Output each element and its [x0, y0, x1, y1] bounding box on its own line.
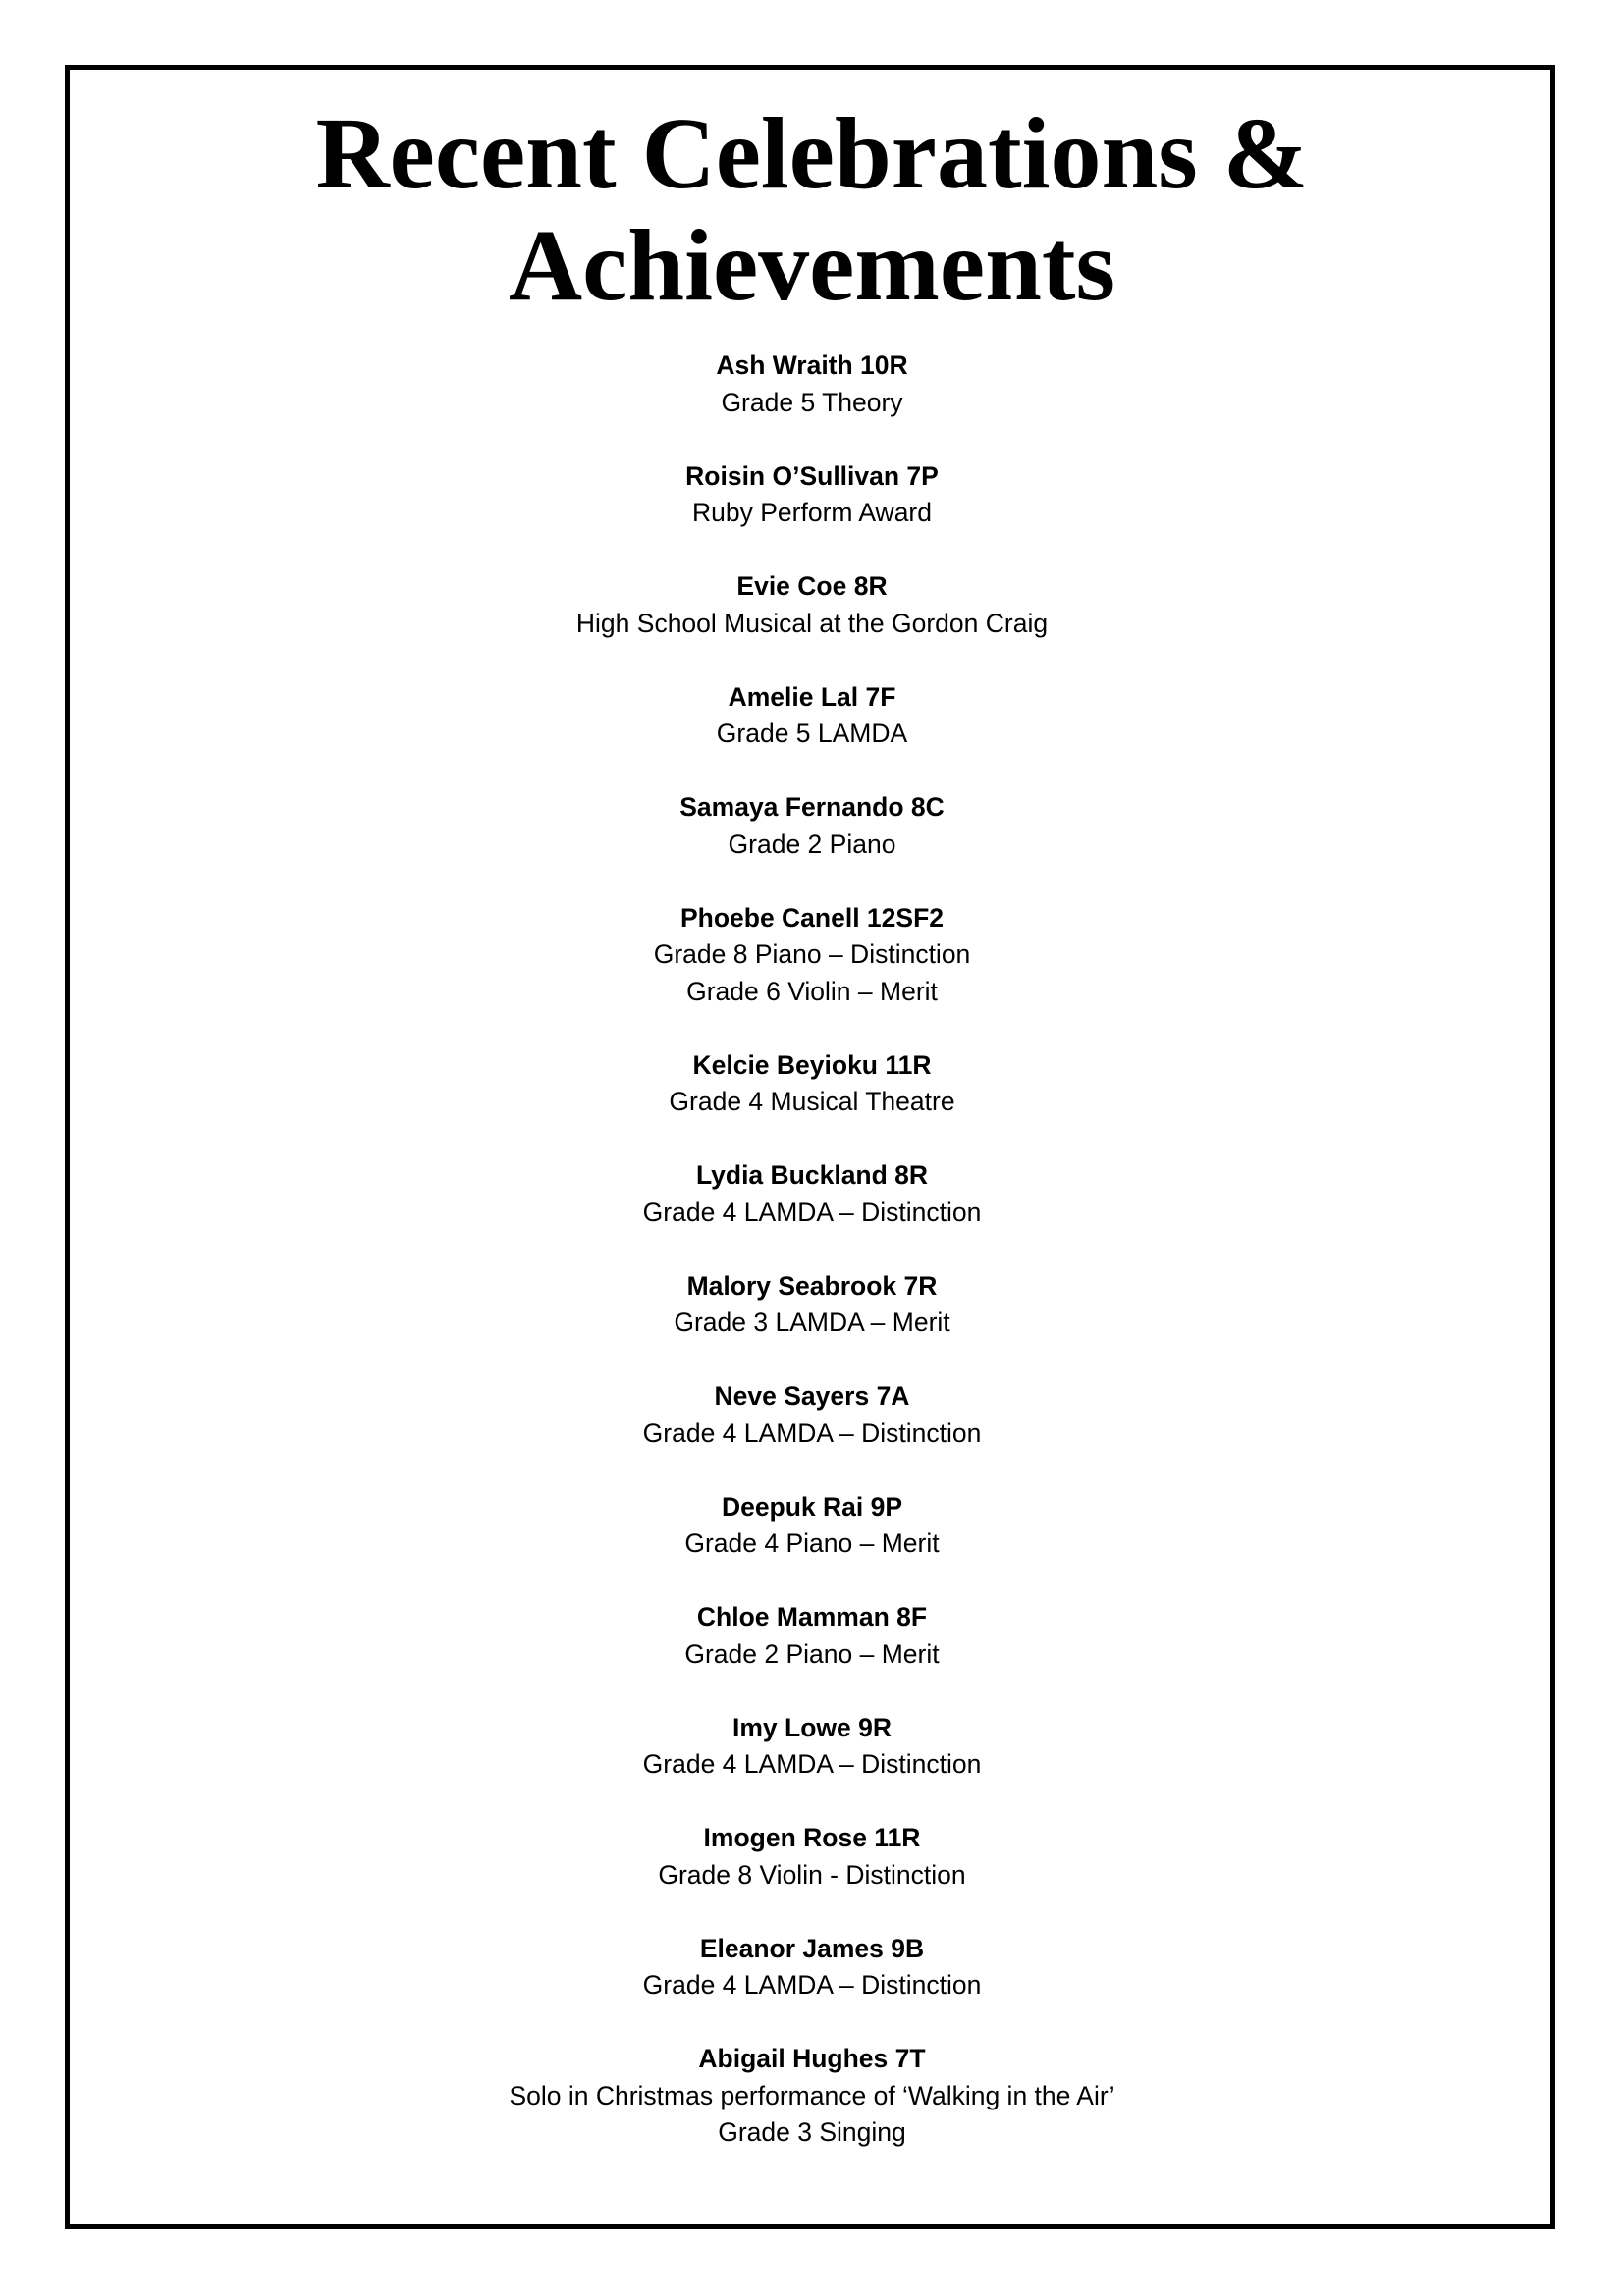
achievement-entry: [0, 458, 1624, 532]
achievement-detail: Grade 5 LAMDA: [716, 719, 908, 748]
achievement-detail: High School Musical at the Gordon Craig: [575, 608, 1049, 638]
student-name: Roisin O’Sullivan 7P: [685, 460, 939, 491]
achievement-entry: [0, 347, 1624, 421]
achievement-entry: [0, 1047, 1624, 1121]
student-name: Ash Wraith 10R: [716, 350, 908, 380]
student-name: Phoebe Canell 12SF2: [679, 902, 945, 933]
achievement-detail: Grade 3 LAMDA – Merit: [674, 1308, 950, 1337]
student-name: Abigail Hughes 7T: [698, 2044, 926, 2073]
achievement-detail: Grade 2 Piano: [728, 828, 896, 859]
achievement-detail: Grade 3 Singing: [718, 2117, 906, 2147]
achievement-detail: Solo in Christmas performance of ‘Walking in the Air’: [509, 2080, 1115, 2110]
achievement-detail: Grade 8 Violin - Distinction: [658, 1859, 966, 1890]
achievement-entry: [0, 900, 1624, 1011]
achievement-list: [0, 347, 1624, 2188]
achievement-entry: [0, 1489, 1624, 1563]
title-line-1: Recent Celebrations &: [315, 97, 1309, 210]
page-title: [0, 98, 1624, 322]
student-name: Kelcie Beyioku 11R: [692, 1049, 932, 1080]
achievement-entry: [0, 679, 1624, 753]
achievement-detail: Grade 4 Musical Theatre: [669, 1087, 955, 1116]
achievement-detail: Grade 5 Theory: [721, 387, 903, 417]
achievement-entry: [0, 1931, 1624, 2004]
achievement-entry: [0, 1378, 1624, 1452]
achievement-entry: [0, 1157, 1624, 1231]
student-name: Malory Seabrook 7R: [686, 1270, 938, 1301]
achievement-entry: [0, 568, 1624, 642]
achievement-entry: [0, 1820, 1624, 1894]
achievement-entry: [0, 2041, 1624, 2152]
achievement-detail: Grade 4 LAMDA – Distinction: [642, 1417, 982, 1448]
achievement-detail: Grade 2 Piano – Merit: [684, 1638, 940, 1669]
title-line-2: Achievements: [508, 209, 1116, 322]
student-name: Imogen Rose 11R: [703, 1823, 921, 1852]
achievement-detail: Grade 6 Violin – Merit: [686, 976, 938, 1006]
student-name: Deepuk Rai 9P: [721, 1491, 903, 1522]
achievement-entry: [0, 789, 1624, 863]
student-name: Eleanor James 9B: [699, 1933, 925, 1963]
student-name: Evie Coe 8R: [736, 571, 888, 601]
achievement-entry: [0, 1710, 1624, 1784]
achievement-detail: Grade 4 LAMDA – Distinction: [642, 1749, 982, 1779]
student-name: Lydia Buckland 8R: [695, 1160, 929, 1190]
student-name: Chloe Mamman 8F: [696, 1602, 928, 1631]
achievement-entry: [0, 1268, 1624, 1342]
achievement-detail: Grade 4 Piano – Merit: [684, 1528, 940, 1558]
student-name: Amelie Lal 7F: [728, 681, 896, 712]
achievement-detail: Ruby Perform Award: [692, 498, 932, 527]
student-name: Neve Sayers 7A: [714, 1381, 910, 1411]
achievement-entry: [0, 1599, 1624, 1673]
achievement-detail: Grade 4 LAMDA – Distinction: [642, 1197, 982, 1227]
student-name: Imy Lowe 9R: [732, 1712, 892, 1742]
student-name: Samaya Fernando 8C: [679, 792, 945, 822]
achievement-detail: Grade 8 Piano – Distinction: [653, 939, 971, 969]
achievement-detail: Grade 4 LAMDA – Distinction: [642, 1970, 982, 2000]
